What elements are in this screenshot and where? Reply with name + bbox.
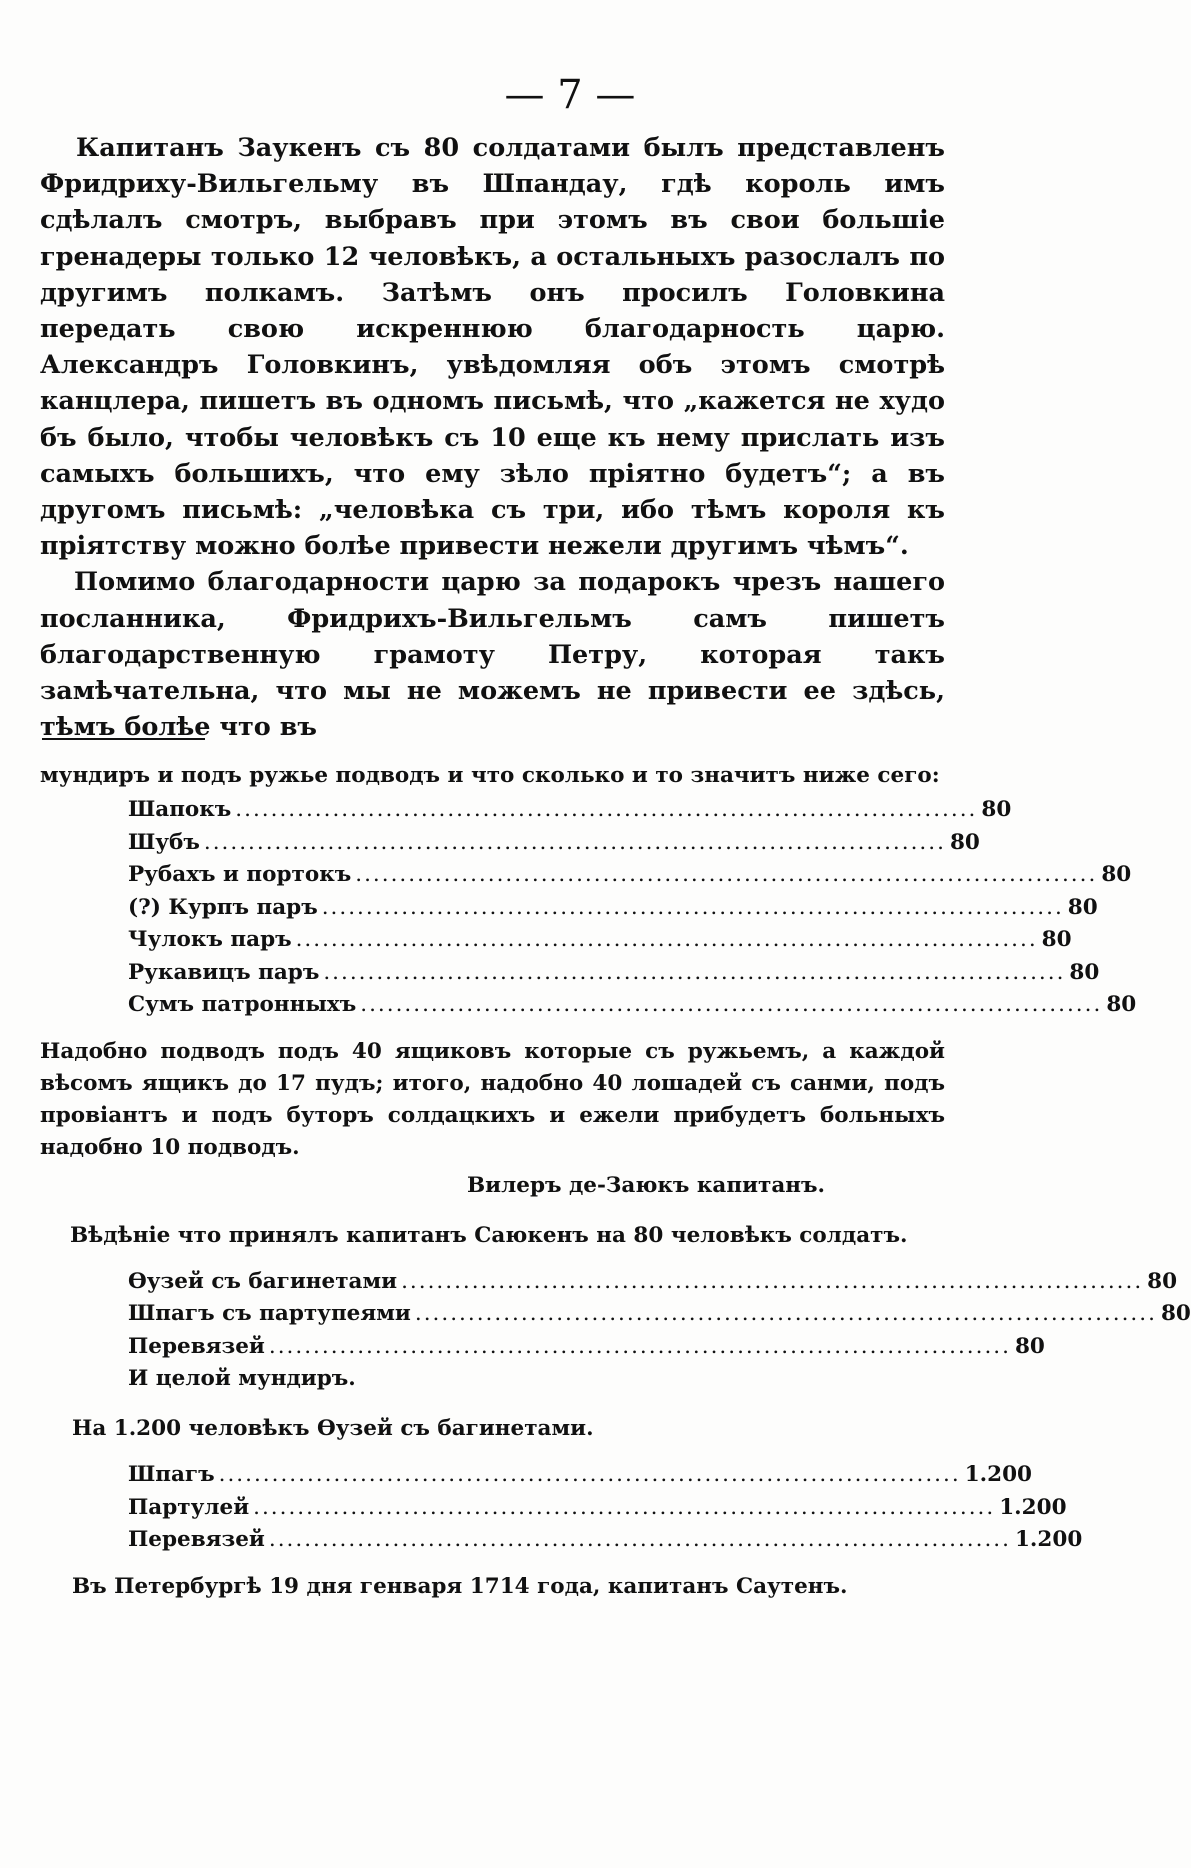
item-value: 80: [1069, 959, 1100, 985]
receipt-heading: Вѣдѣніе что принялъ капитанъ Саюкенъ на 80 человѣкъ солдатъ.: [70, 1222, 908, 1248]
list-item: [128, 1459, 1033, 1492]
list-item: [128, 1331, 1045, 1364]
list-item: [128, 1492, 1067, 1525]
main-text: [40, 130, 945, 745]
list-item: [128, 827, 980, 860]
footnote-separator-rule: [42, 738, 205, 740]
leader-dots: ....................................................................................: [355, 862, 1098, 887]
item-label: Шубъ: [128, 829, 200, 855]
leader-dots: ....................................................................................: [268, 1333, 1011, 1359]
item-value: 80: [981, 797, 1012, 822]
list-item: [128, 989, 1137, 1022]
leader-dots: ....................................................................................: [323, 959, 1066, 985]
item-label: Шапокъ: [128, 797, 232, 822]
footnote: [40, 760, 1191, 1603]
leader-dots: ....................................................................................: [268, 1527, 1011, 1552]
list-item: [128, 1524, 1083, 1557]
leader-dots: ....................................................................................: [401, 1268, 1144, 1294]
leader-dots: ....................................................................................: [218, 1462, 961, 1487]
transport-note: Надобно подводъ подъ 40 ящиковъ которые съ ружьемъ, а каждой вѣсомъ ящикъ до 17 пудъ; итого, надобно 40 лошадей съ санми, подъ провіантъ и подъ буторъ солдацкихъ и ежели прибудетъ больныхъ надобно 10 подводъ.: [40, 1038, 945, 1160]
item-label: Перевязей: [128, 1333, 265, 1359]
item-label: Партулей: [128, 1494, 250, 1520]
footnote-intro: мундиръ и подъ ружье подводъ и что сколько и то значитъ ниже сего:: [40, 763, 940, 788]
leader-dots: ....................................................................................: [253, 1494, 996, 1520]
item-label: Рубахъ и портокъ: [128, 862, 352, 887]
list-item: [128, 892, 1098, 925]
item-label: Сумъ патронныхъ: [128, 992, 357, 1017]
list-item: [128, 794, 1012, 827]
paragraph-1: Капитанъ Заукенъ съ 80 солдатами былъ представленъ Фридриху-Вильгельму въ Шпандау, гдѣ король имъ сдѣлалъ смотръ, выбравъ при этомъ въ свои большіе гренадеры только 12 человѣкъ, а остальныхъ разослалъ по другимъ полкамъ. Затѣмъ онъ просилъ Головкина передать свою искреннюю благодарность царю. Александръ Головкинъ, увѣдомляя объ этомъ смотрѣ канцлера, пишетъ въ одномъ письмѣ, что „кажется не худо бъ было, чтобы человѣкъ съ 10 еще къ нему прислать изъ самыхъ большихъ, что ему зѣло пріятно будетъ“; а въ другомъ письмѣ: „человѣка съ три, ибо тѣмъ короля къ пріятству можно болѣе привести нежели другимъ чѣмъ“.: [40, 133, 945, 562]
item-value: 80: [1160, 1301, 1191, 1326]
leader-dots: ....................................................................................: [203, 829, 946, 855]
received-items-list: [128, 1266, 1191, 1364]
item-value: 80: [1147, 1268, 1178, 1294]
page-number: — 7 —: [504, 72, 636, 118]
item-value: 1.200: [999, 1494, 1067, 1520]
muskets-heading: На 1.200 человѣкъ Ѳузей съ багинетами.: [72, 1416, 594, 1441]
leader-dots: ....................................................................................: [360, 992, 1103, 1017]
leader-dots: ....................................................................................: [414, 1301, 1157, 1326]
list-item: [128, 924, 1072, 957]
item-value: 80: [949, 829, 980, 855]
leader-dots: ....................................................................................: [321, 894, 1064, 920]
uniform-line: И целой мундиръ.: [128, 1366, 356, 1391]
item-value: 80: [1067, 894, 1098, 920]
paragraph-2: Помимо благодарности царю за подарокъ чрезъ нашего посланника, Фридрихъ-Вильгельмъ самъ пишетъ благодарственную грамоту Петру, которая такъ замѣчательна, что мы не можемъ не привести ее здѣсь, тѣмъ болѣе что въ: [40, 567, 945, 743]
leader-dots: ....................................................................................: [235, 797, 978, 822]
item-label: Шпагъ: [128, 1462, 215, 1487]
item-label: Перевязей: [128, 1527, 265, 1552]
item-value: 1.200: [964, 1462, 1033, 1487]
item-label: (?) Курпъ паръ: [128, 894, 318, 920]
leader-dots: ....................................................................................: [295, 927, 1038, 952]
item-value: 80: [1101, 862, 1132, 887]
uniform-list: [128, 794, 1137, 1022]
list-item: [128, 1298, 1191, 1331]
list-item: [128, 1266, 1178, 1299]
list-item: [128, 859, 1132, 892]
item-label: Чулокъ паръ: [128, 927, 292, 952]
item-value: 1.200: [1014, 1527, 1083, 1552]
list-item: [128, 957, 1100, 990]
item-label: Рукавицъ паръ: [128, 959, 320, 985]
closing-line: Въ Петербургѣ 19 дня генваря 1714 года, капитанъ Саутенъ.: [72, 1573, 848, 1599]
muskets-items-list: [128, 1459, 1083, 1557]
item-label: Шпагъ съ партупеями: [128, 1301, 411, 1326]
item-value: 80: [1106, 992, 1137, 1017]
item-label: Ѳузей съ багинетами: [128, 1268, 398, 1294]
item-value: 80: [1041, 927, 1072, 952]
signature-captain: Вилеръ де-Заюкъ капитанъ.: [467, 1172, 825, 1198]
item-value: 80: [1014, 1333, 1045, 1359]
